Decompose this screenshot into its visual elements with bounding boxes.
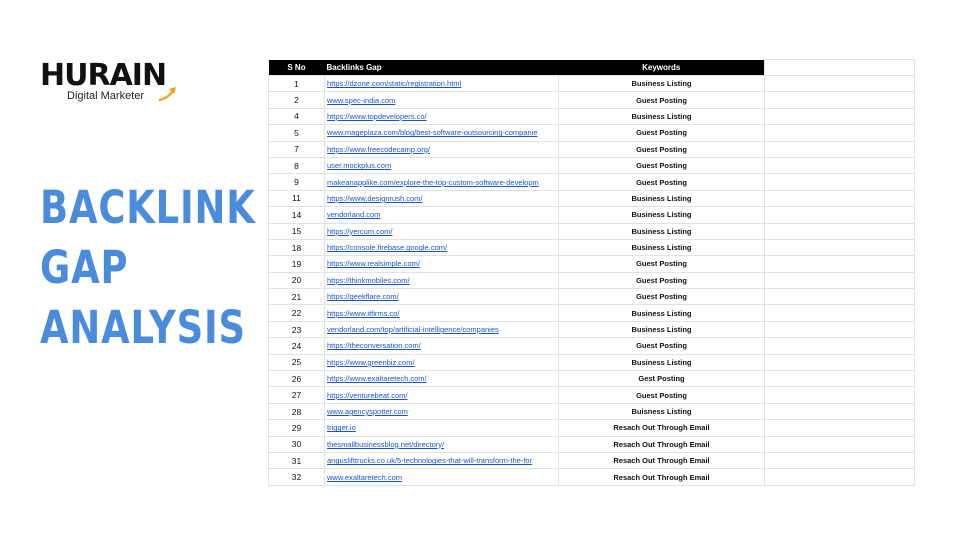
empty-cell xyxy=(765,452,915,468)
empty-cell xyxy=(765,108,915,124)
row-sno-cell: 11 xyxy=(269,190,325,206)
table-row xyxy=(269,305,915,321)
empty-cell xyxy=(765,207,915,223)
table-row xyxy=(269,436,915,452)
column-header-sno: S No xyxy=(269,60,325,76)
keyword-cell: Resach Out Through Email xyxy=(559,452,765,468)
column-header-keywords: Keywords xyxy=(559,60,765,76)
empty-cell xyxy=(765,469,915,485)
table-row xyxy=(269,223,915,239)
backlink-url-link[interactable]: makeanapplike.com/explore-the-top-custom-software-developm xyxy=(325,174,559,190)
backlink-url-link[interactable]: https://www.exaltaretech.com/ xyxy=(325,371,559,387)
row-sno-cell: 18 xyxy=(269,239,325,255)
brand-tagline: Digital Marketer xyxy=(67,90,145,102)
row-sno-cell: 19 xyxy=(269,256,325,272)
row-sno-cell: 2 xyxy=(269,92,325,108)
keyword-cell: Buisness Listing xyxy=(559,403,765,419)
backlink-url-link[interactable]: thesmallbusinessblog.net/directory/ xyxy=(325,436,559,452)
table-row xyxy=(269,190,915,206)
page-title xyxy=(40,178,256,358)
row-sno-cell: 23 xyxy=(269,321,325,337)
keyword-cell: Business Listing xyxy=(559,223,765,239)
backlink-url-link[interactable]: https://www.designrush.com/ xyxy=(325,190,559,206)
table-row xyxy=(269,452,915,468)
backlink-url-link[interactable]: https://www.topdevelopers.co/ xyxy=(325,108,559,124)
table-row xyxy=(269,157,915,173)
backlink-url-link[interactable]: www.mageplaza.com/blog/best-software-outsourcing-companie xyxy=(325,125,559,141)
keyword-cell: Guest Posting xyxy=(559,141,765,157)
empty-cell xyxy=(765,272,915,288)
backlink-url-link[interactable]: https://venturebeat.com/ xyxy=(325,387,559,403)
backlink-url-link[interactable]: https://www.freecodecamp.org/ xyxy=(325,141,559,157)
empty-cell xyxy=(765,321,915,337)
empty-cell xyxy=(765,387,915,403)
row-sno-cell: 25 xyxy=(269,354,325,370)
row-sno-cell: 32 xyxy=(269,469,325,485)
row-sno-cell: 22 xyxy=(269,305,325,321)
row-sno-cell: 14 xyxy=(269,207,325,223)
empty-cell xyxy=(765,256,915,272)
keyword-cell: Resach Out Through Email xyxy=(559,436,765,452)
empty-cell xyxy=(765,92,915,108)
keyword-cell: Gest Posting xyxy=(559,371,765,387)
column-header-backlinks: Backlinks Gap xyxy=(325,60,559,76)
keyword-cell: Business Listing xyxy=(559,108,765,124)
keyword-cell: Guest Posting xyxy=(559,289,765,305)
title-line: ANALYSIS xyxy=(40,301,246,354)
row-sno-cell: 8 xyxy=(269,157,325,173)
backlink-url-link[interactable]: https://dzone.com/static/registration.html xyxy=(325,76,559,92)
empty-cell xyxy=(765,190,915,206)
empty-cell xyxy=(765,436,915,452)
growth-arrow-icon xyxy=(158,86,178,102)
keyword-cell: Business Listing xyxy=(559,305,765,321)
row-sno-cell: 7 xyxy=(269,141,325,157)
table-row xyxy=(269,420,915,436)
table-row xyxy=(269,92,915,108)
row-sno-cell: 30 xyxy=(269,436,325,452)
empty-column-header xyxy=(765,60,915,76)
empty-cell xyxy=(765,289,915,305)
keyword-cell: Guest Posting xyxy=(559,338,765,354)
empty-cell xyxy=(765,125,915,141)
keyword-cell: Business Listing xyxy=(559,190,765,206)
table-row xyxy=(269,256,915,272)
keyword-cell: Guest Posting xyxy=(559,387,765,403)
backlink-url-link[interactable]: user.mockplus.com xyxy=(325,157,559,173)
empty-cell xyxy=(765,141,915,157)
backlink-url-link[interactable]: https://yercum.com/ xyxy=(325,223,559,239)
keyword-cell: Business Listing xyxy=(559,321,765,337)
table-row xyxy=(269,272,915,288)
row-sno-cell: 21 xyxy=(269,289,325,305)
backlink-url-link[interactable]: https://theconversation.com/ xyxy=(325,338,559,354)
backlink-url-link[interactable]: https://www.itfirms.co/ xyxy=(325,305,559,321)
keyword-cell: Resach Out Through Email xyxy=(559,469,765,485)
keyword-cell: Business Listing xyxy=(559,76,765,92)
keyword-cell: Guest Posting xyxy=(559,272,765,288)
table-row xyxy=(269,289,915,305)
backlink-url-link[interactable]: anguslifttrucks.co.uk/5-technologies-that-will-transform-the-for xyxy=(325,452,559,468)
row-sno-cell: 9 xyxy=(269,174,325,190)
table-row xyxy=(269,403,915,419)
row-sno-cell: 5 xyxy=(269,125,325,141)
empty-cell xyxy=(765,239,915,255)
table-row xyxy=(269,76,915,92)
backlink-url-link[interactable]: vendorland.com/top/artificial-intelligence/companies xyxy=(325,321,559,337)
table-row xyxy=(269,387,915,403)
keyword-cell: Guest Posting xyxy=(559,157,765,173)
backlink-url-link[interactable]: trigger.io xyxy=(325,420,559,436)
row-sno-cell: 26 xyxy=(269,371,325,387)
row-sno-cell: 15 xyxy=(269,223,325,239)
row-sno-cell: 20 xyxy=(269,272,325,288)
table-row xyxy=(269,469,915,485)
row-sno-cell: 24 xyxy=(269,338,325,354)
backlink-url-link[interactable]: vendorland.com xyxy=(325,207,559,223)
table-row xyxy=(269,125,915,141)
table-row xyxy=(269,239,915,255)
keyword-cell: Guest Posting xyxy=(559,256,765,272)
row-sno-cell: 28 xyxy=(269,403,325,419)
empty-cell xyxy=(765,403,915,419)
backlink-url-link[interactable]: https://geekflare.com/ xyxy=(325,289,559,305)
keyword-cell: Business Listing xyxy=(559,207,765,223)
brand-name: HURAIN xyxy=(40,58,167,93)
keyword-cell: Business Listing xyxy=(559,354,765,370)
empty-cell xyxy=(765,354,915,370)
row-sno-cell: 4 xyxy=(269,108,325,124)
empty-cell xyxy=(765,338,915,354)
keyword-cell: Guest Posting xyxy=(559,92,765,108)
empty-cell xyxy=(765,157,915,173)
table-header-row xyxy=(269,60,915,76)
backlink-url-link[interactable]: https://www.realsimple.com/ xyxy=(325,256,559,272)
table-row xyxy=(269,174,915,190)
table-row xyxy=(269,108,915,124)
backlink-url-link[interactable]: www.agencyspotter.com xyxy=(325,403,559,419)
row-sno-cell: 1 xyxy=(269,76,325,92)
backlink-url-link[interactable]: https://thinkmobiles.com/ xyxy=(325,272,559,288)
table-row xyxy=(269,354,915,370)
table-row xyxy=(269,207,915,223)
keyword-cell: Guest Posting xyxy=(559,174,765,190)
table-row xyxy=(269,141,915,157)
empty-cell xyxy=(765,223,915,239)
row-sno-cell: 31 xyxy=(269,452,325,468)
keyword-cell: Resach Out Through Email xyxy=(559,420,765,436)
brand-logo xyxy=(40,60,180,110)
keyword-cell: Guest Posting xyxy=(559,125,765,141)
empty-cell xyxy=(765,305,915,321)
backlink-url-link[interactable]: https://console.firebase.google.com/ xyxy=(325,239,559,255)
row-sno-cell: 29 xyxy=(269,420,325,436)
backlinks-gap-table xyxy=(268,59,915,486)
empty-cell xyxy=(765,174,915,190)
title-line: BACKLINK xyxy=(40,181,256,234)
backlink-url-link[interactable]: www.exaltaretech.com xyxy=(325,469,559,485)
empty-cell xyxy=(765,420,915,436)
table-row xyxy=(269,338,915,354)
row-sno-cell: 27 xyxy=(269,387,325,403)
empty-cell xyxy=(765,371,915,387)
backlink-url-link[interactable]: www.spec-india.com xyxy=(325,92,559,108)
title-line: GAP xyxy=(40,241,129,294)
keyword-cell: Business Listing xyxy=(559,239,765,255)
empty-cell xyxy=(765,76,915,92)
table-row xyxy=(269,321,915,337)
backlink-url-link[interactable]: https://www.greenbiz.com/ xyxy=(325,354,559,370)
table-row xyxy=(269,371,915,387)
